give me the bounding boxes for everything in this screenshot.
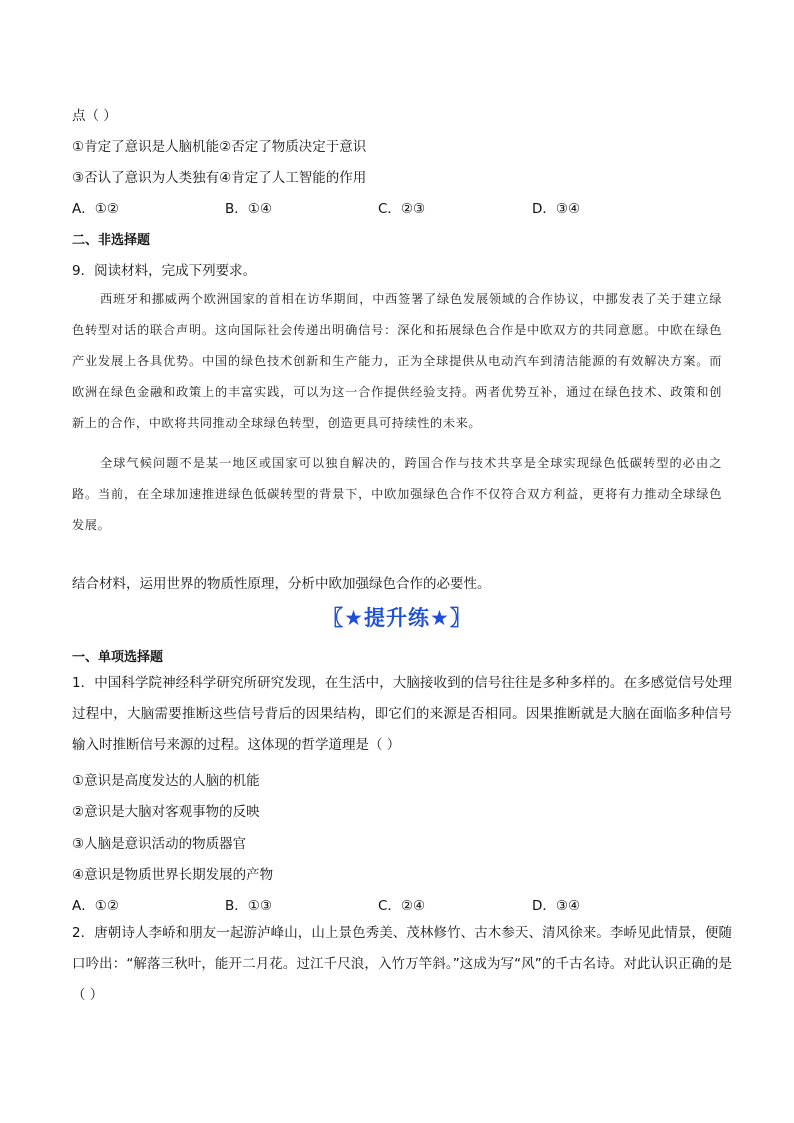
reading-passage <box>72 284 722 541</box>
passage-paragraph-2: 全球气候问题不是某一地区或国家可以独自解决的，跨国合作与技术共享是全球实现绿色低碳转型的必由之路。当前，在全球加速推进绿色低碳转型的背景下，中欧加强绿色合作不仅符合双方利益，更将有力推动全球绿色发展。 <box>72 456 722 532</box>
choice-a[interactable]: A．①② <box>72 898 119 914</box>
q8-statements-3-4: ③否认了意识为人类独有④肯定了人工智能的作用 <box>72 170 367 186</box>
section-two-heading: 二、非选择题 <box>72 233 151 248</box>
choice-b[interactable]: B．①④ <box>225 201 272 217</box>
section-one-heading: 一、单项选择题 <box>72 650 164 665</box>
q2-stem: 2．唐朝诗人李峤和朋友一起游泸峰山，山上景色秀美、茂林修竹、古木参天、清风徐来。李峤见此情景，便随口吟出：“解落三秋叶，能开二月花。过江千尺浪，入竹万竿斜。”这成为写“风”的千古名诗。对此认识正确的是（ ） <box>72 925 732 1003</box>
q1-stem: 1．中国科学院神经科学研究所研究发现，在生活中，大脑接收到的信号往往是多种多样的。在多感觉信号处理过程中，大脑需要推断这些信号背后的因果结构，即它们的来源是否相同。因果推断就是大脑在面临多种信号输入时推断信号来源的过程。这体现的哲学道理是（ ） <box>72 675 732 753</box>
choice-d[interactable]: D．③④ <box>532 201 581 217</box>
practice-banner: 〖★提升练★〗 <box>322 606 472 630</box>
choice-a[interactable]: A．①② <box>72 201 119 217</box>
choice-c[interactable]: C．②④ <box>378 898 426 914</box>
choice-d[interactable]: D．③④ <box>532 898 581 914</box>
q1-statement-1: ①意识是高度发达的人脑的机能 <box>72 773 260 789</box>
q1-statement-3: ③人脑是意识活动的物质器官 <box>72 836 247 852</box>
q8-choices <box>72 197 712 217</box>
q9-task: 结合材料，运用世界的物质性原理，分析中欧加强绿色合作的必要性。 <box>72 576 491 592</box>
choice-b[interactable]: B．①③ <box>225 898 272 914</box>
q1-statement-4: ④意识是物质世界长期发展的产物 <box>72 867 274 883</box>
passage-paragraph-1: 西班牙和挪威两个欧洲国家的首相在访华期间，中西签署了绿色发展领域的合作协议，中挪发表了关于建立绿色转型对话的联合声明。这向国际社会传递出明确信号：深化和拓展绿色合作是中欧双方的共同意愿。中欧在绿色产业发展上各具优势。中国的绿色技术创新和生产能力，正为全球提供从电动汽车到清洁能源的有效解决方案。而欧洲在绿色金融和政策上的丰富实践，可以为这一合作提供经验支持。两者优势互补，通过在绿色技术、政策和创新上的合作，中欧将共同推动全球绿色转型，创造更具可持续性的未来。 <box>72 292 722 430</box>
choice-c[interactable]: C．②③ <box>378 201 426 217</box>
q1-statement-2: ②意识是大脑对客观事物的反映 <box>72 804 260 820</box>
q8-stem-end: 点（ ） <box>72 108 117 124</box>
q9-prompt: 9．阅读材料，完成下列要求。 <box>72 263 257 279</box>
q1-choices <box>72 894 712 914</box>
q8-statements-1-2: ①肯定了意识是人脑机能②否定了物质决定于意识 <box>72 139 367 155</box>
